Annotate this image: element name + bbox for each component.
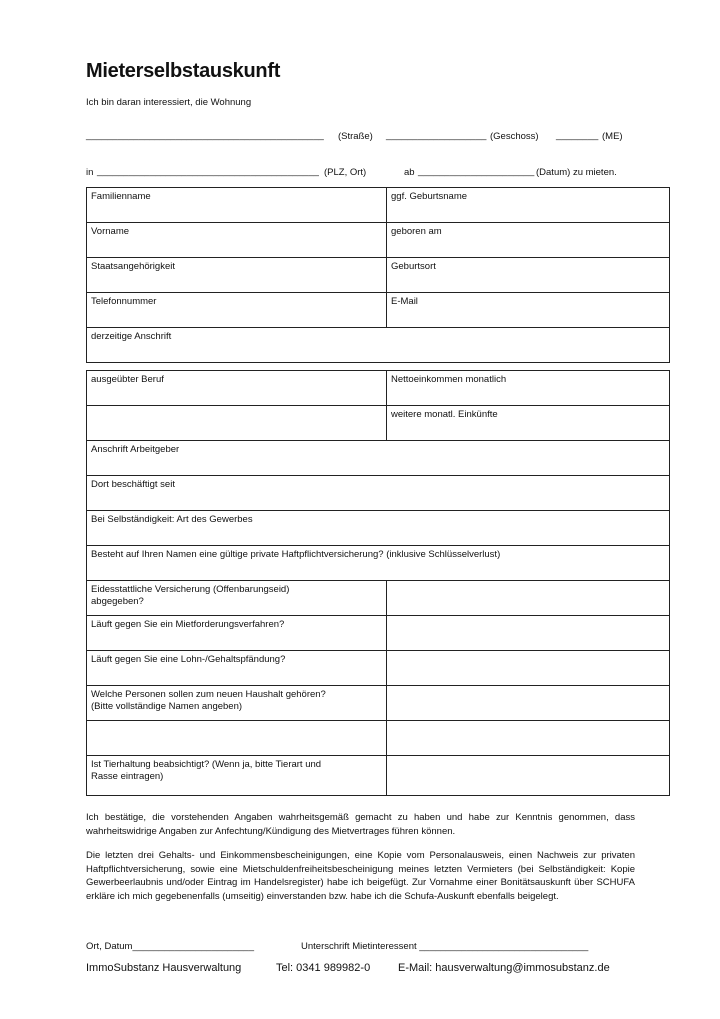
place-date-field[interactable]: Ort, Datum_______________________ [86, 941, 254, 952]
field-beschaeftigt-seit[interactable]: Dort beschäftigt seit [87, 476, 670, 511]
date-label: (Datum) zu mieten. [536, 167, 617, 178]
field-geburtsname[interactable]: ggf. Geburtsname [387, 188, 670, 223]
question-line: abgegeben? [91, 596, 144, 607]
table-row [87, 756, 670, 796]
me-blank[interactable]: ________ [556, 130, 599, 141]
footer-email: E-Mail: hausverwaltung@immosubstanz.de [398, 962, 610, 974]
answer-haushalt-extra[interactable] [87, 721, 387, 756]
question-lohnpfaendung: Läuft gegen Sie eine Lohn-/Gehaltspfändung? [87, 651, 387, 686]
table-row [87, 511, 670, 546]
field-vorname[interactable]: Vorname [87, 223, 387, 258]
me-label: (ME) [602, 131, 623, 142]
field-geburtsort[interactable]: Geburtsort [387, 258, 670, 293]
field-gewerbe[interactable]: Bei Selbständigkeit: Art des Gewerbes [87, 511, 670, 546]
question-mietforderung: Läuft gegen Sie ein Mietforderungsverfahren? [87, 616, 387, 651]
personal-data-table [86, 187, 670, 363]
floor-blank[interactable]: ___________________ [386, 130, 487, 141]
table-row [87, 293, 670, 328]
field-haftpflicht[interactable]: Besteht auf Ihren Namen eine gültige private Haftpflichtversicherung? (inklusive Schlüsselverlust) [87, 546, 670, 581]
table-row [87, 258, 670, 293]
footer-phone: Tel: 0341 989982-0 [276, 962, 371, 974]
table-row [87, 721, 670, 756]
table-row [87, 546, 670, 581]
answer-offenbarungseid[interactable] [387, 581, 670, 616]
table-row [87, 223, 670, 258]
table-row [87, 406, 670, 441]
city-blank[interactable]: __________________________________________ [97, 166, 319, 177]
table-row [87, 686, 670, 721]
table-row [87, 371, 670, 406]
question-line: Rasse eintragen) [91, 771, 164, 782]
street-label: (Straße) [338, 131, 373, 142]
question-offenbarungseid [87, 581, 387, 616]
table-row [87, 188, 670, 223]
question-line: Eidesstattliche Versicherung (Offenbarungseid) [91, 584, 290, 595]
answer-lohnpfaendung[interactable] [387, 651, 670, 686]
table-row [87, 616, 670, 651]
field-beruf[interactable]: ausgeübter Beruf [87, 371, 387, 406]
table-row [87, 581, 670, 616]
signature-field[interactable]: Unterschrift Mietinteressent ________________________________ [301, 941, 589, 952]
date-blank[interactable]: ______________________ [418, 166, 535, 177]
documents-paragraph: Die letzten drei Gehalts- und Einkommensbescheinigungen, eine Kopie vom Personalausweis, einen Nachweis zur privaten Haftpflichtversicherung, sowie eine Mietschuldenfreiheitsbescheinigung meines letzten Vermieters (bei Selbständigkeit: Kopie Gewerbeerlaubnis und/oder Eintrag im Handelsregister) habe ich beigefügt. Zur Vornahme einer Bonitätsauskunft über SCHUFA erkläre ich mich gegebenenfalls (umseitig) einverstanden bzw. habe ich die Schufa-Auskunft ebenfalls beigelegt. [86, 850, 635, 902]
confirm-paragraph: Ich bestätige, die vorstehenden Angaben wahrheitsgemäß gemacht zu haben und habe zur Kenntnis genommen, dass wahrheitswidrige Angaben zur Anfechtung/Kündigung des Mietvertrages führen können. [86, 812, 635, 837]
question-line: Ist Tierhaltung beabsichtigt? (Wenn ja, bitte Tierart und [91, 759, 322, 770]
intro-text: Ich bin daran interessiert, die Wohnung [86, 97, 252, 108]
field-telefonnummer[interactable]: Telefonnummer [87, 293, 387, 328]
answer-haushalt[interactable] [387, 686, 670, 721]
floor-label: (Geschoss) [490, 131, 539, 142]
question-line: Welche Personen sollen zum neuen Haushalt gehören? [91, 689, 326, 700]
answer-tierhaltung[interactable] [387, 756, 670, 796]
page-title: Mieterselbstauskunft [86, 60, 281, 82]
question-tierhaltung [87, 756, 387, 796]
answer-mietforderung[interactable] [387, 616, 670, 651]
field-beruf-extra[interactable] [87, 406, 387, 441]
footer-company: ImmoSubstanz Hausverwaltung [86, 962, 242, 974]
field-familienname[interactable]: Familienname [87, 188, 387, 223]
in-prefix: in [86, 167, 94, 178]
field-staatsangehoerigkeit[interactable]: Staatsangehörigkeit [87, 258, 387, 293]
ab-prefix: ab [404, 167, 415, 178]
question-line: (Bitte vollständige Namen angeben) [91, 701, 243, 712]
field-email[interactable]: E-Mail [387, 293, 670, 328]
table-row [87, 476, 670, 511]
table-row [87, 651, 670, 686]
city-label: (PLZ, Ort) [324, 167, 367, 178]
question-haushalt [87, 686, 387, 721]
field-weitere-einkuenfte[interactable]: weitere monatl. Einkünfte [387, 406, 670, 441]
employment-table [86, 370, 670, 796]
field-geboren-am[interactable]: geboren am [387, 223, 670, 258]
table-row [87, 328, 670, 363]
street-blank[interactable]: _____________________________________________ [86, 130, 324, 141]
answer-haushalt-extra-2[interactable] [387, 721, 670, 756]
field-anschrift-arbeitgeber[interactable]: Anschrift Arbeitgeber [87, 441, 670, 476]
field-nettoeinkommen[interactable]: Nettoeinkommen monatlich [387, 371, 670, 406]
field-derzeitige-anschrift[interactable]: derzeitige Anschrift [87, 328, 670, 363]
table-row [87, 441, 670, 476]
